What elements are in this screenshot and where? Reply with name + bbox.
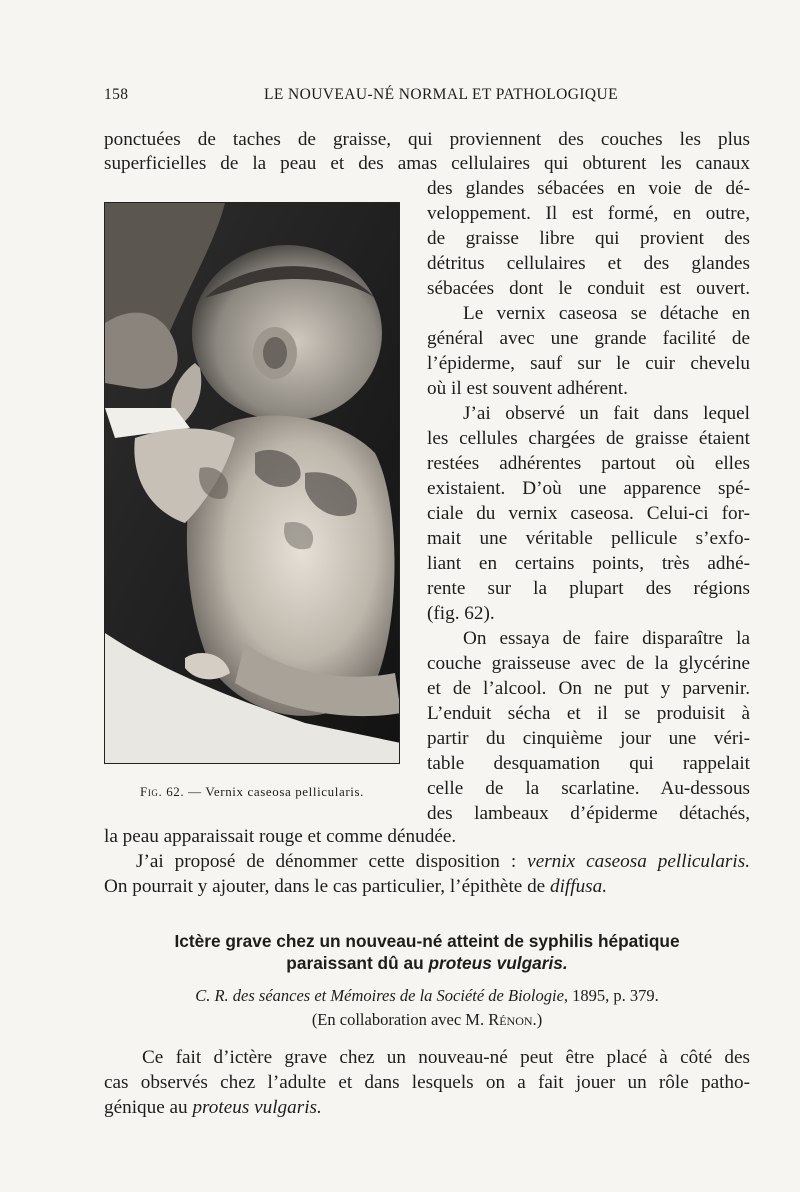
- collab-close: ): [536, 1010, 543, 1029]
- text-line: table desquamation qui rappelait: [427, 753, 750, 774]
- text-line: superficielles de la peau et des amas cellulaires qui obturent les canaux: [104, 153, 750, 174]
- text-line: de graisse libre qui provient des: [427, 228, 750, 249]
- text-line: l’épiderme, sauf sur le cuir chevelu: [427, 353, 750, 374]
- text-line: J’ai observé un fait dans lequel: [463, 403, 750, 424]
- collab-name: Rénon.: [488, 1010, 537, 1029]
- heading-italic: proteus vulgaris.: [428, 953, 568, 973]
- citation: [104, 985, 750, 1007]
- text-run: On pourrait y ajouter, dans le cas particulier, l’épithète de: [104, 876, 550, 897]
- text-line: où il est souvent adhérent.: [427, 378, 628, 399]
- text-line: général avec une grande facilité de: [427, 328, 750, 349]
- text-line: existaient. D’où une apparence spé-: [427, 478, 750, 499]
- text-line: veloppement. Il est formé, en outre,: [427, 203, 750, 224]
- citation-details: , 1895, p. 379.: [563, 986, 659, 1005]
- text-line: restées adhérentes partout où elles: [427, 453, 750, 474]
- text-line: ponctuées de taches de graisse, qui proviennent des couches les plus: [104, 129, 750, 150]
- infant-photo: [105, 203, 400, 764]
- collaboration-note: [104, 1009, 750, 1031]
- text-line: [104, 875, 750, 899]
- text-line: des glandes sébacées en voie de dé-: [427, 178, 750, 199]
- figure-label: Fig. 62.: [139, 784, 185, 799]
- italic-term: vernix caseosa pellicularis.: [527, 851, 750, 872]
- section-heading-line-2: [104, 952, 750, 974]
- text-line: détritus cellulaires et des glandes: [427, 253, 750, 274]
- text-line: des lambeaux d’épiderme détachés,: [427, 803, 750, 824]
- italic-term: proteus vulgaris.: [192, 1097, 322, 1118]
- text-line: Ce fait d’ictère grave chez un nouveau-né peut être placé à côté des: [142, 1047, 750, 1068]
- section-heading-line-1: Ictère grave chez un nouveau-né atteint de syphilis hépatique: [174, 931, 680, 951]
- text-line: sébacées dont le conduit est ouvert.: [427, 278, 750, 299]
- running-head: [104, 86, 750, 108]
- caption-dash: —: [184, 784, 206, 799]
- text-line: [104, 850, 750, 874]
- text-line: couche graisseuse avec de la glycérine: [427, 653, 750, 674]
- text-run: J’ai proposé de dénommer cette disposition :: [136, 851, 528, 872]
- text-line: la peau apparaissait rouge et comme dénudée.: [104, 826, 457, 847]
- text-run: génique au: [104, 1097, 193, 1118]
- citation-source: C. R. des séances et Mémoires de la Société de Biologie: [195, 986, 564, 1005]
- text-line: [104, 1096, 750, 1120]
- caption-text: Vernix caseosa pellicularis.: [205, 784, 365, 799]
- figure-caption: [104, 784, 400, 800]
- text-line: mait une véritable pellicule s’exfo-: [427, 528, 750, 549]
- text-line: et de l’alcool. On ne put y parvenir.: [427, 678, 750, 699]
- text-line: Le vernix caseosa se détache en: [463, 303, 750, 324]
- collab-text: (En collaboration avec M.: [311, 1010, 489, 1029]
- text-line: partir du cinquième jour une véri-: [427, 728, 750, 749]
- text-line: (fig. 62).: [427, 603, 495, 624]
- text-line: cas observés chez l’adulte et dans lesquels on a fait jouer un rôle patho-: [104, 1072, 750, 1093]
- page-number: 158: [104, 86, 129, 103]
- text-line: On essaya de faire disparaître la: [463, 628, 750, 649]
- italic-term: diffusa.: [550, 876, 608, 897]
- heading-text: paraissant dû au: [286, 953, 429, 973]
- text-line: celle de la scarlatine. Au-dessous: [427, 778, 750, 799]
- text-line: liant en certains points, très adhé-: [427, 553, 750, 574]
- text-line: rente sur la plupart des régions: [427, 578, 750, 599]
- figure-photograph: [104, 202, 400, 764]
- text-line: les cellules chargées de graisse étaient: [427, 428, 750, 449]
- running-title: LE NOUVEAU-NÉ NORMAL ET PATHOLOGIQUE: [264, 86, 618, 103]
- text-line: L’enduit sécha et il se produisit à: [427, 703, 750, 724]
- text-line: ciale du vernix caseosa. Celui-ci for-: [427, 503, 750, 524]
